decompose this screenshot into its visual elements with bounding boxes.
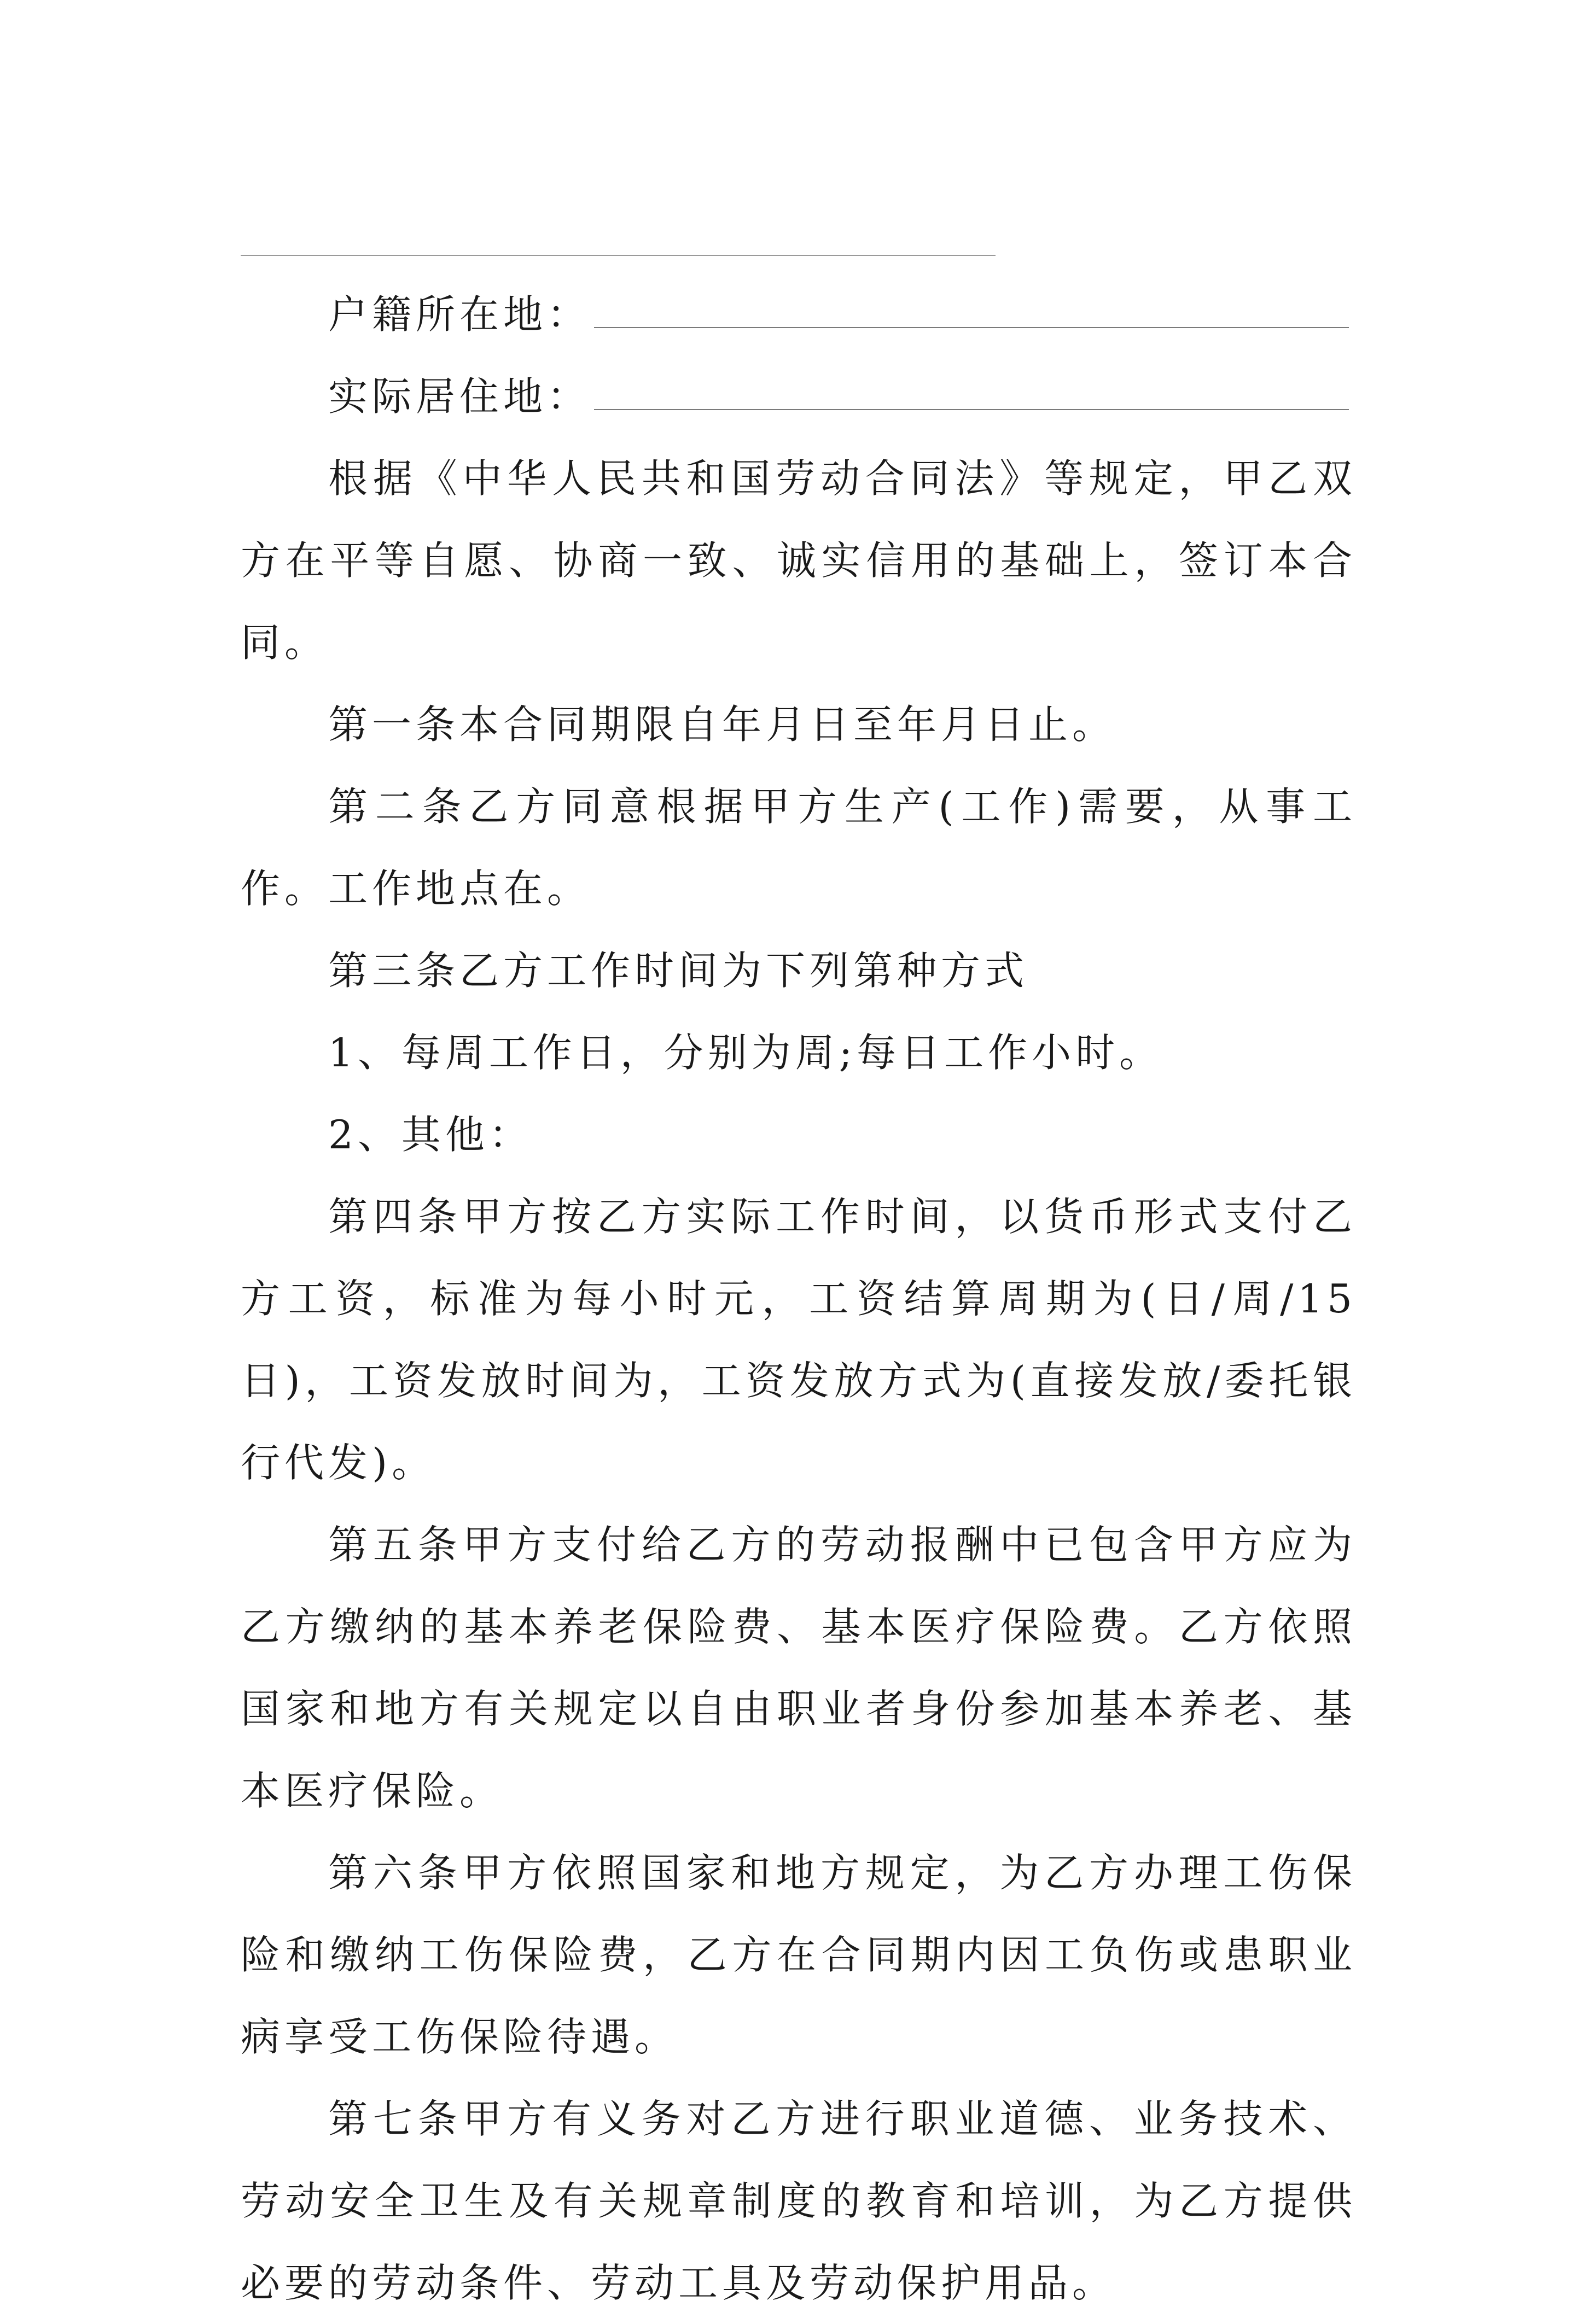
paragraph-preamble: 根据《中华人民共和国劳动合同法》等规定，甲乙双方在平等自愿、协商一致、诚实信用的基础上，签订本合同。 bbox=[241, 456, 1357, 665]
top-divider bbox=[241, 255, 996, 256]
paragraph-article-6: 第六条甲方依照国家和地方规定，为乙方办理工伤保险和缴纳工伤保险费，乙方在合同期内因工负伤或患职业病享受工伤保险待遇。 bbox=[241, 1850, 1357, 2060]
field-household-registration bbox=[241, 273, 1357, 355]
field-actual-residence bbox=[241, 355, 1357, 437]
paragraph-article-5: 第五条甲方支付给乙方的劳动报酬中已包含甲方应为乙方缴纳的基本养老保险费、基本医疗保险费。乙方依照国家和地方有关规定以自由职业者身份参加基本养老、基本医疗保险。 bbox=[241, 1522, 1357, 1814]
blank-line bbox=[594, 289, 1349, 328]
paragraph-article-3: 第三条乙方工作时间为下列第种方式 bbox=[328, 948, 1029, 994]
paragraph-article-1: 第一条本合同期限自年月日至年月日止。 bbox=[328, 702, 1116, 748]
contract-body bbox=[241, 273, 1357, 2324]
paragraph-option-2: 2、其他： bbox=[328, 1112, 533, 1158]
paragraph-option-1: 1、每周工作日，分别为周;每日工作小时。 bbox=[328, 1030, 1163, 1076]
paragraph-article-7: 第七条甲方有义务对乙方进行职业道德、业务技术、劳动安全卫生及有关规章制度的教育和培训，为乙方提供必要的劳动条件、劳动工具及劳动保护用品。 bbox=[241, 2096, 1357, 2306]
paragraph-article-4: 第四条甲方按乙方实际工作时间，以货币形式支付乙方工资，标准为每小时元，工资结算周期为(日/周/15日)，工资发放时间为，工资发放方式为(直接发放/委托银行代发)。 bbox=[241, 1194, 1357, 1486]
field-label: 户籍所在地： bbox=[328, 291, 591, 337]
field-label: 实际居住地： bbox=[328, 373, 591, 419]
paragraph-article-2: 第二条乙方同意根据甲方生产(工作)需要，从事工作。工作地点在。 bbox=[241, 784, 1357, 912]
blank-line bbox=[594, 371, 1349, 410]
